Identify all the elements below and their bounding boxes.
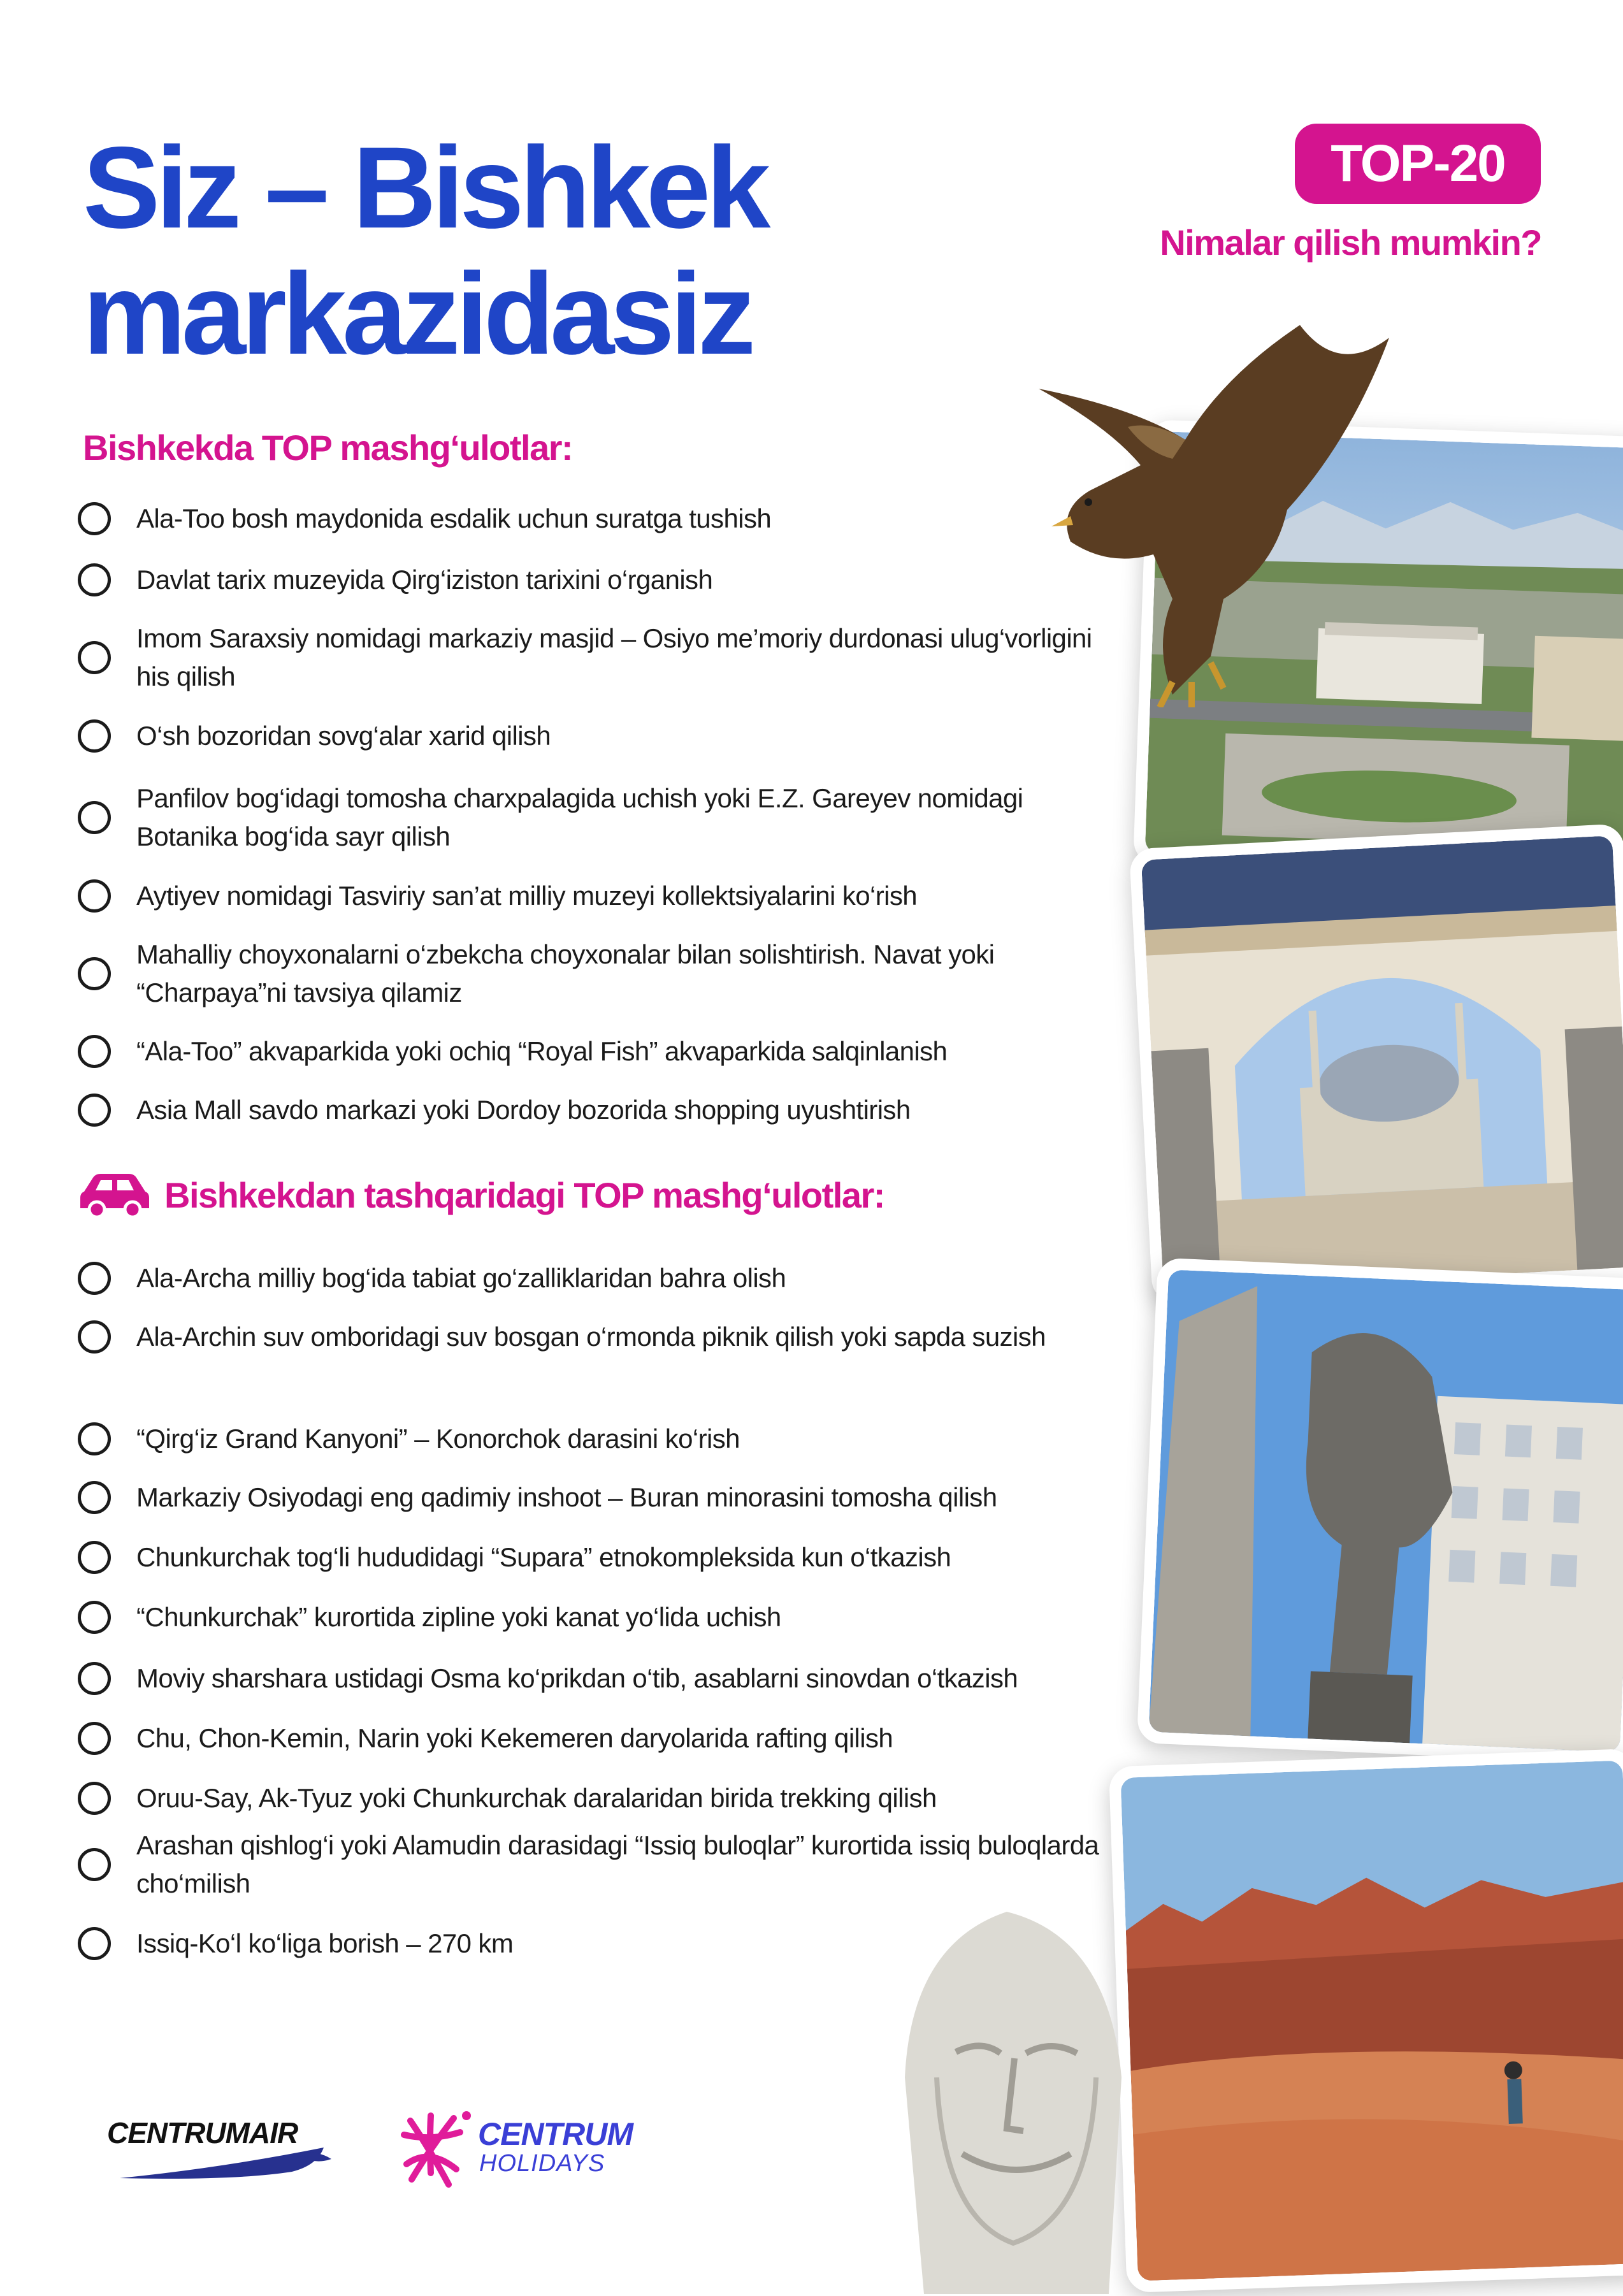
list-item: “Ala-Too” akvaparkida yoki ochiq “Royal Fish” akvaparkida salqinlanish: [78, 1032, 1110, 1071]
list-item: Ala-Archin suv omboridagi suv bosgan o‘rmonda piknik qilish yoki sapda suzish: [78, 1318, 1110, 1356]
list-item: Asia Mall savdo markazi yoki Dordoy bozorida shopping uyushtirish: [78, 1091, 1110, 1129]
list-item: Mahalliy choyxonalarni o‘zbekcha choyxonalar bilan solishtirish. Navat yoki “Charpaya”ni tavsiya qilamiz: [78, 935, 1110, 1012]
checkbox-circle[interactable]: [78, 1927, 111, 1960]
centrum-air-logo: [107, 2114, 336, 2184]
list-item: Chu, Chon-Kemin, Narin yoki Kekemeren daryolarida rafting qilish: [78, 1719, 1110, 1758]
checkbox-circle[interactable]: [78, 1262, 111, 1295]
checkbox-circle[interactable]: [78, 719, 111, 753]
photo-mosque: [1129, 823, 1623, 1304]
page-title: [83, 124, 766, 377]
checkbox-circle[interactable]: [78, 1662, 111, 1695]
checkbox-circle[interactable]: [78, 879, 111, 913]
checkbox-circle[interactable]: [78, 1848, 111, 1881]
checkbox-circle[interactable]: [78, 1481, 111, 1514]
list-item: Moviy sharshara ustidagi Osma ko‘prikdan o‘tib, asablarni sinovdan o‘tkazish: [78, 1659, 1110, 1698]
car-icon: [79, 1173, 150, 1218]
list-item: Ala-Archa milliy bog‘ida tabiat go‘zalliklaridan bahra olish: [78, 1259, 1110, 1297]
checkbox-circle[interactable]: [78, 1782, 111, 1815]
list-item: Oruu-Say, Ak-Tyuz yoki Chunkurchak daralaridan birida trekking qilish: [78, 1779, 1110, 1817]
list-item: Aytiyev nomidagi Tasviriy san’at milliy muzeyi kollektsiyalarini ko‘rish: [78, 877, 1110, 915]
starburst-icon: [385, 2103, 480, 2199]
checkbox-circle[interactable]: [78, 1722, 111, 1755]
checkbox-circle[interactable]: [78, 1541, 111, 1574]
subtitle: Nimalar qilish mumkin?: [1160, 222, 1541, 263]
list-item: Markaziy Osiyodagi eng qadimiy inshoot – Buran minorasini tomosha qilish: [78, 1478, 1110, 1517]
list-item: O‘sh bozoridan sovg‘alar xarid qilish: [78, 717, 1110, 755]
list-item: “Qirg‘iz Grand Kanyoni” – Konorchok darasini ko‘rish: [78, 1420, 1110, 1458]
list-item: “Chunkurchak” kurortida zipline yoki kanat yo‘lida uchish: [78, 1598, 1110, 1636]
list-item: Arashan qishlog‘i yoki Alamudin darasidagi “Issiq buloqlar” kurortida issiq buloqlarda cho‘milish: [78, 1826, 1110, 1903]
checkbox-circle[interactable]: [78, 563, 111, 596]
checkbox-circle[interactable]: [78, 801, 111, 834]
page-title-line1: Siz – Bishkek: [83, 122, 767, 252]
photo-monument: [1137, 1257, 1623, 1764]
list-item: Ala-Too bosh maydonida esdalik uchun suratga tushish: [78, 500, 1110, 538]
list-item: Issiq-Ko‘l ko‘liga borish – 270 km: [78, 1924, 1110, 1963]
page-title-line2: markazidasiz: [83, 249, 752, 379]
list-item: Imom Saraxsiy nomidagi markaziy masjid – Osiyo me’moriy durdonasi ulug‘vorligini his qilish: [78, 619, 1110, 696]
swallow-icon: [107, 2114, 336, 2184]
list-item: Panfilov bog‘idagi tomosha charxpalagida uchish yoki E.Z. Gareyev nomidagi Botanika bog‘ida sayr qilish: [78, 779, 1110, 856]
checkbox-circle[interactable]: [78, 1320, 111, 1354]
checkbox-circle[interactable]: [78, 641, 111, 674]
centrum-holidays-text: CENTRUM: [478, 2116, 633, 2152]
list-item: Davlat tarix muzeyida Qirg‘iziston tarixini o‘rganish: [78, 561, 1110, 599]
checkbox-circle[interactable]: [78, 1035, 111, 1068]
checkbox-circle[interactable]: [78, 1601, 111, 1634]
section-city-heading: Bishkekda TOP mashg‘ulotlar:: [83, 428, 573, 468]
top-20-badge: TOP-20: [1295, 124, 1541, 204]
checkbox-circle[interactable]: [78, 1422, 111, 1455]
checkbox-circle[interactable]: [78, 502, 111, 535]
list-item: Chunkurchak tog‘li hududidagi “Supara” etnokompleksida kun o‘tkazish: [78, 1538, 1110, 1577]
section-outside-heading: Bishkekdan tashqaridagi TOP mashg‘ulotlar:: [164, 1175, 884, 1215]
centrum-holidays-subtext: HOLIDAYS: [479, 2150, 605, 2177]
centrum-air-logo-text: CENTRUMAIR: [107, 2116, 298, 2149]
checkbox-circle[interactable]: [78, 1094, 111, 1127]
checkbox-circle[interactable]: [78, 957, 111, 990]
centrum-holidays-logo: [385, 2103, 678, 2199]
photo-canyon: [1109, 1749, 1623, 2293]
